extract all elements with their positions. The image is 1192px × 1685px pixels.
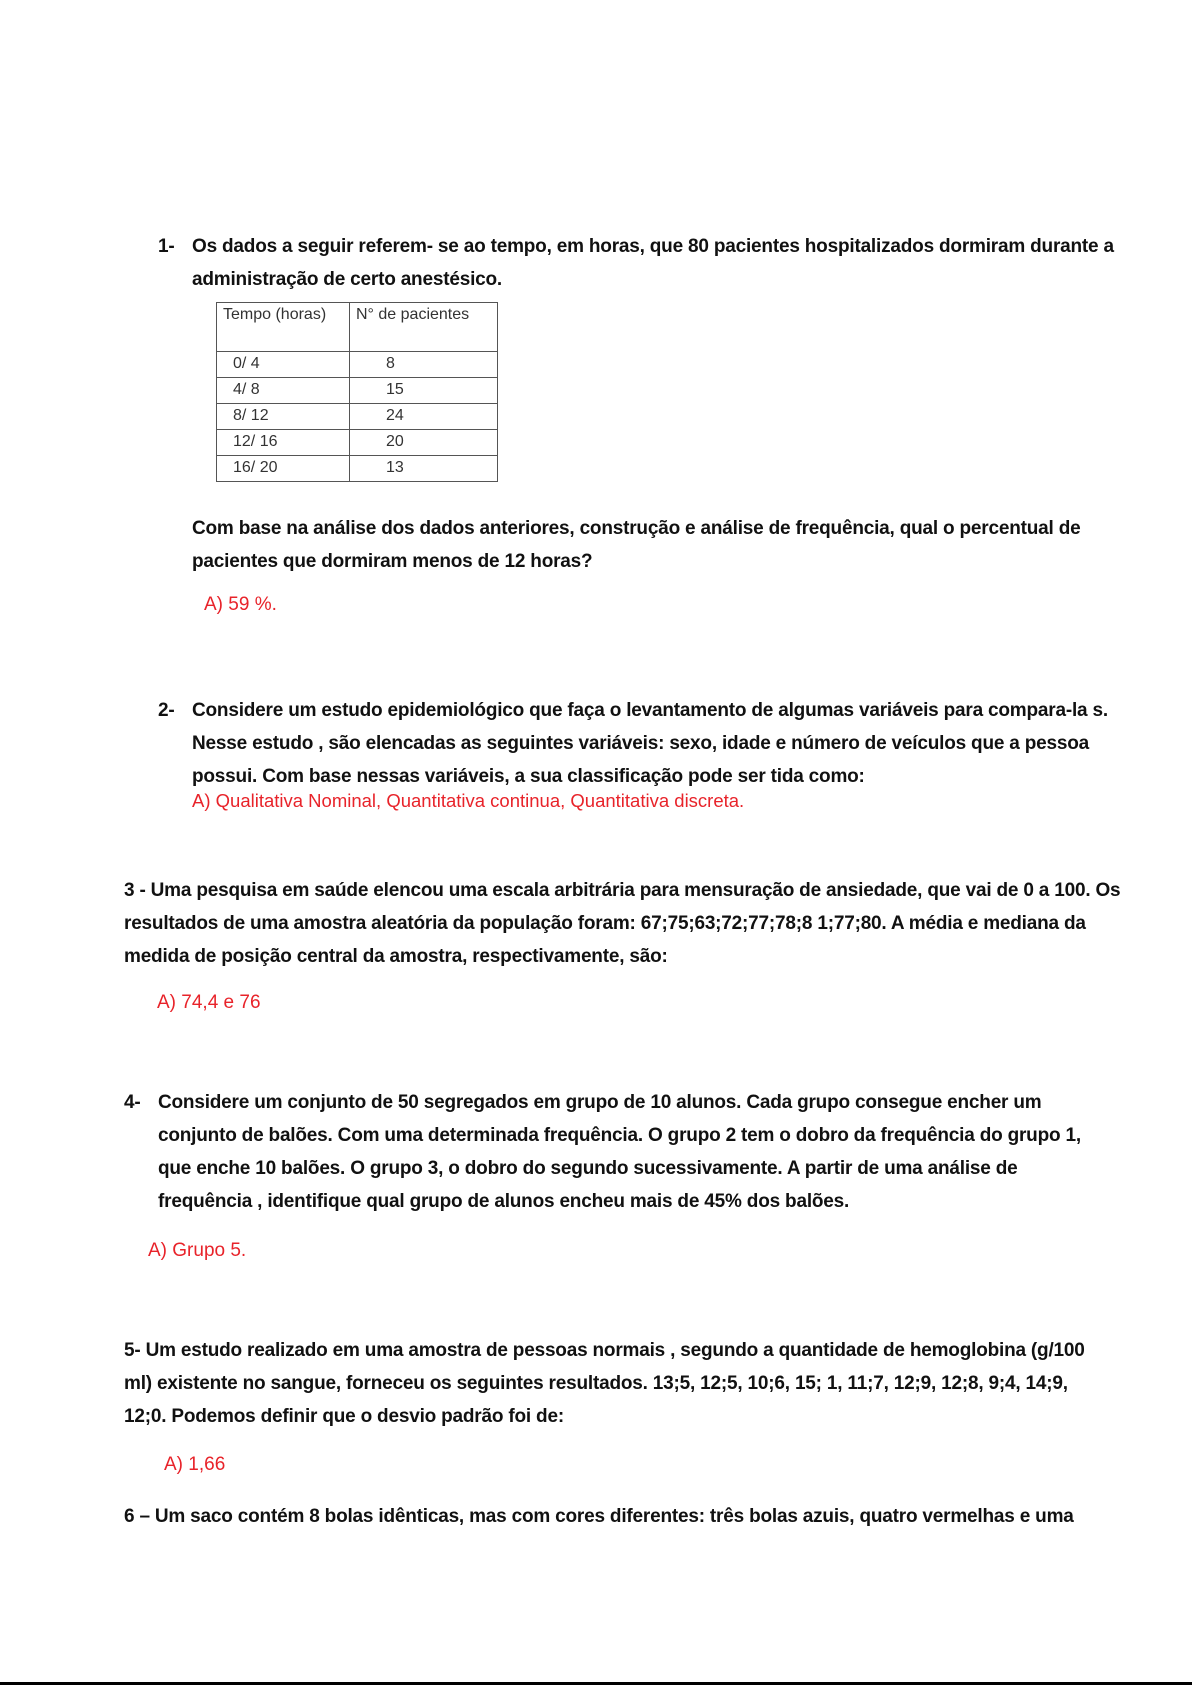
question-3-text: 3 - Uma pesquisa em saúde elencou uma escala arbitrária para mensuração de ansiedade, que vai de 0 a 100. Os resultados de uma amostra aleatória da população foram: 67;75;63;72;77;78;8 1;77;80. A média e mediana da medida de posição central da amostra, respectivamente, são: — [124, 880, 1121, 967]
table-cell-time: 4/ 8 — [217, 378, 350, 404]
question-1-follow-up: Com base na análise dos dados anteriores, construção e análise de frequência, qual o percentual de pacientes que dormiram menos de 12 horas? — [192, 518, 1081, 572]
question-3-answer: A) 74,4 e 76 — [157, 992, 261, 1013]
table-cell-time: 0/ 4 — [217, 352, 350, 378]
table-cell-time: 12/ 16 — [217, 430, 350, 456]
table-header-patients: N° de pacientes — [350, 303, 498, 352]
question-2-number: 2- — [158, 700, 175, 721]
question-2-text: Considere um estudo epidemiológico que faça o levantamento de algumas variáveis para compara-la s. Nesse estudo , são elencadas as seguintes variáveis: sexo, idade e número de veículos que a pessoa possui. Com base nessas variáveis, a sua classificação pode ser tida como: — [192, 700, 1108, 787]
table-cell-patients: 20 — [350, 430, 498, 456]
question-1 — [158, 230, 1118, 296]
table-header-time: Tempo (horas) — [217, 303, 350, 352]
question-6-text: 6 – Um saco contém 8 bolas idênticas, mas com cores diferentes: três bolas azuis, quatro vermelhas e uma — [124, 1506, 1074, 1527]
question-5-answer: A) 1,66 — [164, 1454, 226, 1475]
question-2-answer: A) Qualitativa Nominal, Quantitativa continua, Quantitativa discreta. — [192, 790, 745, 811]
table-row — [217, 456, 498, 482]
table-cell-patients: 13 — [350, 456, 498, 482]
table-cell-patients: 24 — [350, 404, 498, 430]
table-cell-patients: 15 — [350, 378, 498, 404]
question-2 — [158, 694, 1118, 793]
table-row — [217, 352, 498, 378]
question-1-text: Os dados a seguir referem- se ao tempo, em horas, que 80 pacientes hospitalizados dormiram durante a administração de certo anestésico. — [192, 236, 1114, 290]
question-5-text: 5- Um estudo realizado em uma amostra de pessoas normais , segundo a quantidade de hemoglobina (g/100 ml) existente no sangue, forneceu os seguintes resultados. 13;5, 12;5, 10;6, 15; 1, 11;7, 12;9, 12;8, 9;4, 14;9, 12;0. Podemos definir que o desvio padrão foi de: — [124, 1340, 1085, 1427]
table-header-row — [217, 303, 498, 352]
question-4-answer: A) Grupo 5. — [148, 1240, 247, 1261]
question-4 — [124, 1086, 1114, 1218]
table-row — [217, 430, 498, 456]
table-cell-time: 8/ 12 — [217, 404, 350, 430]
table-cell-time: 16/ 20 — [217, 456, 350, 482]
question-1-number: 1- — [158, 236, 175, 257]
sleep-time-table — [216, 302, 498, 482]
table-cell-patients: 8 — [350, 352, 498, 378]
question-4-number: 4- — [124, 1092, 141, 1113]
page-cutoff — [0, 1541, 1192, 1685]
table-row — [217, 378, 498, 404]
table-row — [217, 404, 498, 430]
question-1-answer: A) 59 %. — [204, 594, 277, 615]
question-4-text: Considere um conjunto de 50 segregados em grupo de 10 alunos. Cada grupo consegue encher um conjunto de balões. Com uma determinada frequência. O grupo 2 tem o dobro da frequência do grupo 1, que enche 10 balões. O grupo 3, o dobro do segundo sucessivamente. A partir de uma análise de frequência , identifique qual grupo de alunos encheu mais de 45% dos balões. — [158, 1092, 1081, 1212]
